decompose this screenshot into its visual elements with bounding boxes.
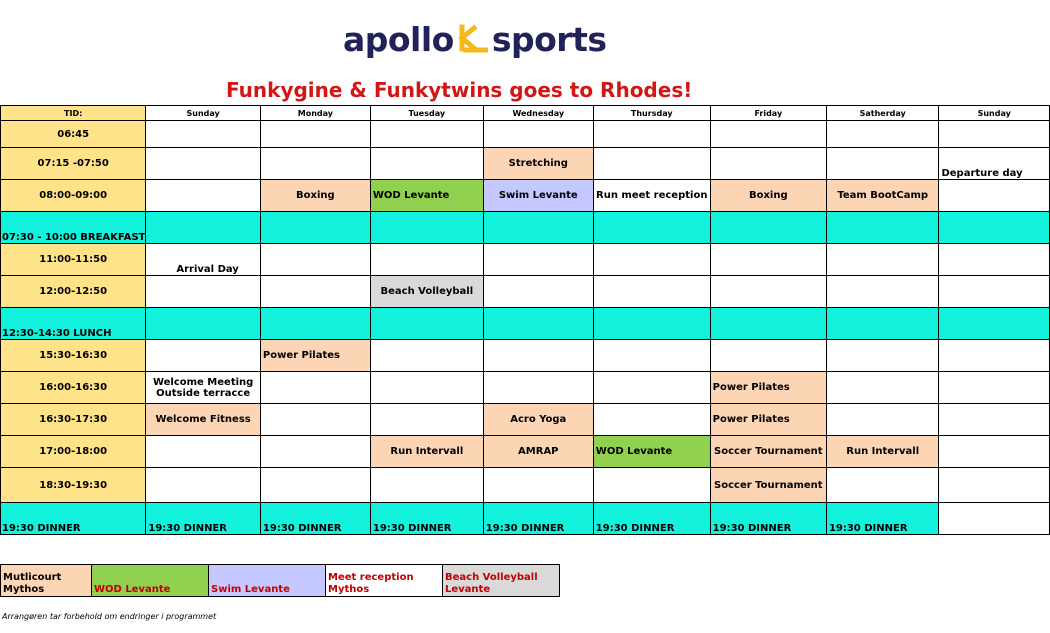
departure-day-cell: Departure day bbox=[939, 148, 1050, 180]
activity-cell: Run meet reception bbox=[593, 180, 710, 212]
legend-beach-volleyball bbox=[443, 565, 560, 597]
header-day: Tuesday bbox=[370, 106, 483, 121]
dinner-cell: 19:30 DINNER bbox=[1, 503, 146, 535]
logo-text-sports: sports bbox=[491, 20, 607, 59]
empty-cell bbox=[483, 244, 593, 276]
empty-cell bbox=[370, 372, 483, 404]
empty-cell bbox=[939, 308, 1050, 340]
empty-cell bbox=[146, 340, 261, 372]
empty-cell bbox=[593, 121, 710, 148]
empty-cell bbox=[483, 121, 593, 148]
empty-cell bbox=[593, 340, 710, 372]
empty-cell bbox=[370, 148, 483, 180]
time-cell: 07:15 -07:50 bbox=[1, 148, 146, 180]
empty-cell bbox=[260, 276, 370, 308]
empty-cell bbox=[710, 212, 826, 244]
dinner-cell: 19:30 DINNER bbox=[370, 503, 483, 535]
footnote: Arrangøren tar forbehold om endringer i programmet bbox=[2, 612, 217, 621]
empty-cell bbox=[939, 121, 1050, 148]
activity-cell: Power Pilates bbox=[710, 372, 826, 404]
header-day: Satherday bbox=[826, 106, 939, 121]
legend-meet-reception bbox=[326, 565, 443, 597]
activity-cell: Stretching bbox=[483, 148, 593, 180]
activity-cell: Power Pilates bbox=[260, 340, 370, 372]
empty-cell bbox=[826, 244, 939, 276]
empty-cell bbox=[939, 503, 1050, 535]
activity-cell: Power Pilates bbox=[710, 404, 826, 436]
empty-cell bbox=[370, 404, 483, 436]
legend-beach-volleyball-line1: Beach Volleyball bbox=[445, 572, 538, 583]
activity-cell: Soccer Tournament bbox=[710, 436, 826, 468]
table-row bbox=[1, 180, 1050, 212]
empty-cell bbox=[146, 468, 261, 503]
table-row bbox=[1, 148, 1050, 180]
time-cell: 06:45 bbox=[1, 121, 146, 148]
empty-cell bbox=[710, 340, 826, 372]
legend-swim-levante-label: Swim Levante bbox=[211, 584, 290, 595]
empty-cell bbox=[370, 244, 483, 276]
legend-multicourt-line1: Mutlicourt bbox=[3, 572, 62, 583]
header-row bbox=[1, 106, 1050, 121]
logo-mark-icon bbox=[458, 22, 488, 62]
empty-cell bbox=[826, 276, 939, 308]
empty-cell bbox=[710, 148, 826, 180]
empty-cell bbox=[370, 121, 483, 148]
empty-cell bbox=[939, 212, 1050, 244]
empty-cell bbox=[146, 180, 261, 212]
table-row bbox=[1, 404, 1050, 436]
legend-wod-levante-label: WOD Levante bbox=[94, 584, 171, 595]
header-day: Friday bbox=[710, 106, 826, 121]
empty-cell bbox=[939, 404, 1050, 436]
table-row bbox=[1, 372, 1050, 404]
breakfast-label: 07:30 - 10:00 BREAKFAST bbox=[1, 212, 146, 244]
empty-cell bbox=[260, 148, 370, 180]
header-day: Wednesday bbox=[483, 106, 593, 121]
dinner-cell: 19:30 DINNER bbox=[593, 503, 710, 535]
empty-cell bbox=[483, 212, 593, 244]
header-day: Monday bbox=[260, 106, 370, 121]
table-row bbox=[1, 121, 1050, 148]
empty-cell bbox=[593, 468, 710, 503]
empty-cell bbox=[260, 372, 370, 404]
empty-cell bbox=[939, 468, 1050, 503]
breakfast-row bbox=[1, 212, 1050, 244]
dinner-cell: 19:30 DINNER bbox=[826, 503, 939, 535]
empty-cell bbox=[939, 340, 1050, 372]
empty-cell bbox=[146, 276, 261, 308]
lunch-row bbox=[1, 308, 1050, 340]
time-cell: 08:00-09:00 bbox=[1, 180, 146, 212]
legend-meet-reception-line1: Meet reception bbox=[328, 572, 414, 583]
header-day: Sunday bbox=[146, 106, 261, 121]
legend-multicourt-line2: Mythos bbox=[3, 584, 45, 595]
empty-cell bbox=[826, 148, 939, 180]
empty-cell bbox=[370, 340, 483, 372]
welcome-meeting-line1: Welcome Meeting bbox=[152, 376, 254, 388]
activity-cell: Beach Volleyball bbox=[370, 276, 483, 308]
legend-beach-volleyball-line2: Levante bbox=[445, 584, 491, 595]
empty-cell bbox=[146, 121, 261, 148]
empty-cell bbox=[483, 308, 593, 340]
time-cell: 16:00-16:30 bbox=[1, 372, 146, 404]
empty-cell bbox=[260, 308, 370, 340]
empty-cell bbox=[826, 468, 939, 503]
dinner-cell: 19:30 DINNER bbox=[146, 503, 261, 535]
empty-cell bbox=[146, 212, 261, 244]
legend-swim-levante bbox=[209, 565, 326, 597]
lunch-label: 12:30-14:30 LUNCH bbox=[1, 308, 146, 340]
legend-row bbox=[1, 565, 560, 597]
schedule-table bbox=[0, 105, 1050, 535]
legend-table bbox=[0, 564, 560, 597]
empty-cell bbox=[710, 276, 826, 308]
table-row bbox=[1, 276, 1050, 308]
empty-cell bbox=[939, 276, 1050, 308]
empty-cell bbox=[483, 372, 593, 404]
empty-cell bbox=[260, 468, 370, 503]
time-cell: 12:00-12:50 bbox=[1, 276, 146, 308]
header-time: TID: bbox=[1, 106, 146, 121]
empty-cell bbox=[826, 340, 939, 372]
table-row bbox=[1, 436, 1050, 468]
empty-cell bbox=[826, 404, 939, 436]
empty-cell bbox=[370, 212, 483, 244]
empty-cell bbox=[826, 372, 939, 404]
activity-cell: Run Intervall bbox=[370, 436, 483, 468]
activity-cell: Team BootCamp bbox=[826, 180, 939, 212]
dinner-row bbox=[1, 503, 1050, 535]
empty-cell bbox=[146, 436, 261, 468]
empty-cell bbox=[939, 244, 1050, 276]
empty-cell bbox=[146, 148, 261, 180]
activity-cell: Welcome Fitness bbox=[146, 404, 261, 436]
empty-cell bbox=[826, 121, 939, 148]
activity-cell: Boxing bbox=[710, 180, 826, 212]
dinner-cell: 19:30 DINNER bbox=[260, 503, 370, 535]
empty-cell bbox=[370, 468, 483, 503]
empty-cell bbox=[260, 212, 370, 244]
activity-cell: WOD Levante bbox=[370, 180, 483, 212]
empty-cell bbox=[826, 308, 939, 340]
empty-cell bbox=[939, 372, 1050, 404]
legend-multicourt bbox=[1, 565, 92, 597]
time-cell: 15:30-16:30 bbox=[1, 340, 146, 372]
empty-cell bbox=[260, 436, 370, 468]
empty-cell bbox=[593, 212, 710, 244]
arrival-day-cell: Arrival Day bbox=[146, 244, 261, 276]
page-title: Funkygine & Funkytwins goes to Rhodes! bbox=[226, 78, 693, 102]
empty-cell bbox=[483, 276, 593, 308]
activity-cell: Run Intervall bbox=[826, 436, 939, 468]
empty-cell bbox=[710, 308, 826, 340]
empty-cell bbox=[593, 276, 710, 308]
activity-cell: AMRAP bbox=[483, 436, 593, 468]
activity-cell: WOD Levante bbox=[593, 436, 710, 468]
empty-cell bbox=[260, 244, 370, 276]
empty-cell bbox=[939, 180, 1050, 212]
table-row bbox=[1, 340, 1050, 372]
empty-cell bbox=[710, 244, 826, 276]
apollo-sports-logo bbox=[343, 20, 607, 62]
time-cell: 16:30-17:30 bbox=[1, 404, 146, 436]
header-day: Thursday bbox=[593, 106, 710, 121]
table-row bbox=[1, 468, 1050, 503]
dinner-cell: 19:30 DINNER bbox=[483, 503, 593, 535]
empty-cell bbox=[593, 148, 710, 180]
empty-cell bbox=[826, 212, 939, 244]
empty-cell bbox=[260, 404, 370, 436]
logo-text-apollo: apollo bbox=[343, 20, 454, 59]
empty-cell bbox=[593, 372, 710, 404]
empty-cell bbox=[370, 308, 483, 340]
dinner-cell: 19:30 DINNER bbox=[710, 503, 826, 535]
empty-cell bbox=[939, 436, 1050, 468]
empty-cell bbox=[593, 244, 710, 276]
time-cell: 18:30-19:30 bbox=[1, 468, 146, 503]
empty-cell bbox=[710, 121, 826, 148]
empty-cell bbox=[483, 340, 593, 372]
activity-cell: Swim Levante bbox=[483, 180, 593, 212]
activity-cell: Acro Yoga bbox=[483, 404, 593, 436]
time-cell: 11:00-11:50 bbox=[1, 244, 146, 276]
activity-cell: Soccer Tournament bbox=[710, 468, 826, 503]
legend-meet-reception-line2: Mythos bbox=[328, 584, 370, 595]
legend-wod-levante bbox=[92, 565, 209, 597]
empty-cell bbox=[593, 404, 710, 436]
welcome-meeting-line2: Outside terracce bbox=[156, 387, 251, 399]
empty-cell bbox=[146, 308, 261, 340]
empty-cell bbox=[260, 121, 370, 148]
time-cell: 17:00-18:00 bbox=[1, 436, 146, 468]
header-day: Sunday bbox=[939, 106, 1050, 121]
empty-cell bbox=[483, 468, 593, 503]
table-row bbox=[1, 244, 1050, 276]
activity-cell: Boxing bbox=[260, 180, 370, 212]
welcome-meeting-cell bbox=[146, 372, 261, 404]
empty-cell bbox=[593, 308, 710, 340]
